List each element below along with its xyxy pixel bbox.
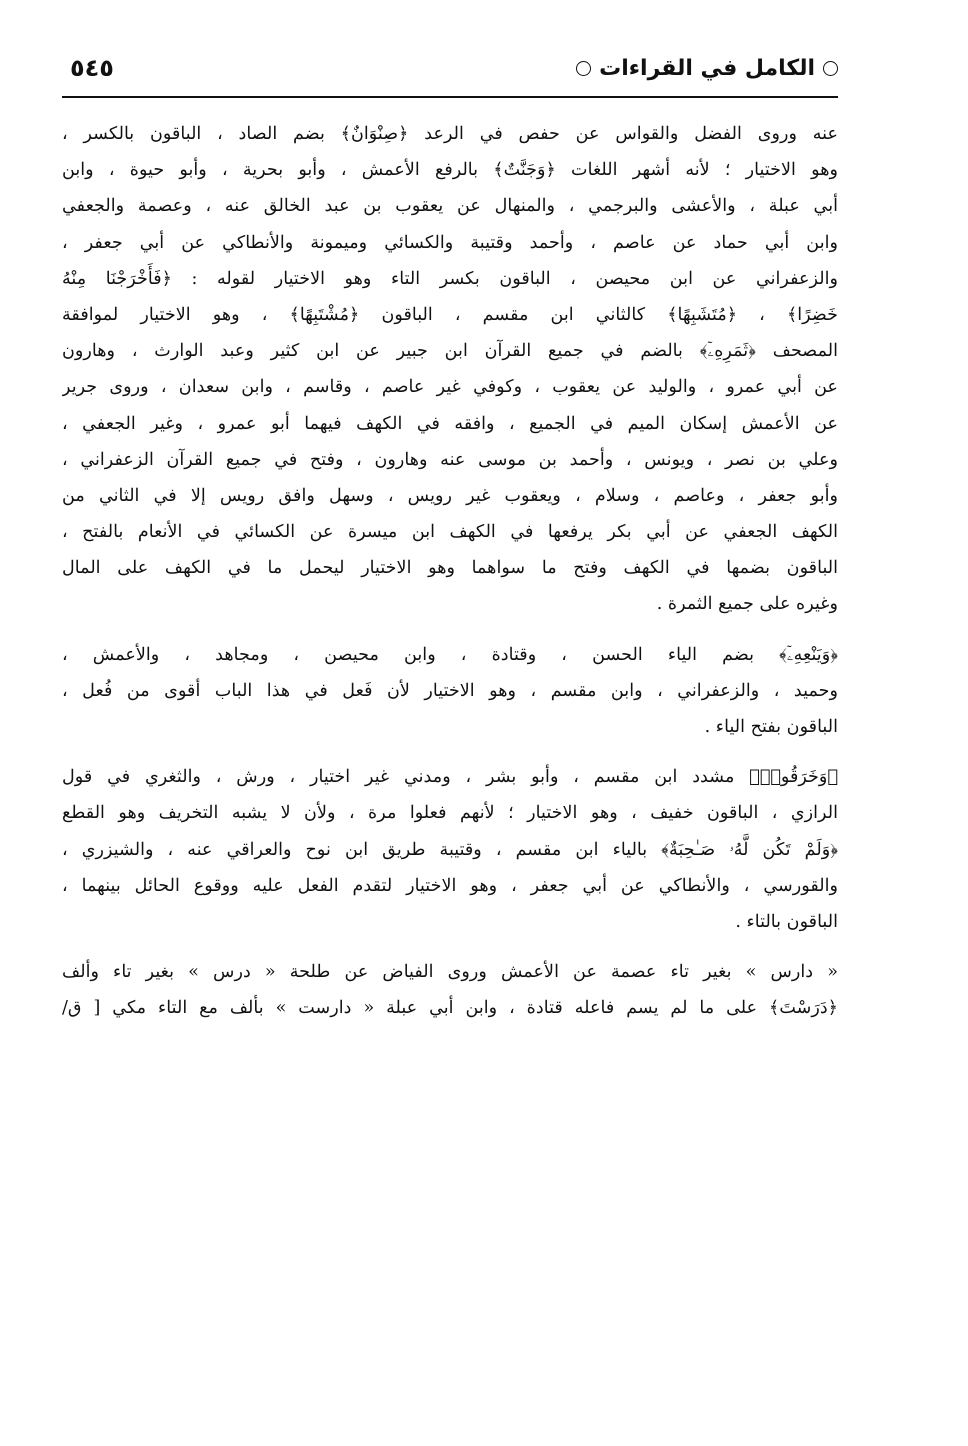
page-header: [62, 50, 838, 98]
text-line: وابن أبي حماد عن عاصم ، وأحمد وقتيبة والكسائي وميمونة والأنطاكي عن أبي جعفر ،: [62, 232, 838, 253]
text-line: عن أبي عمرو ، والوليد عن يعقوب ، وكوفي غير عاصم ، وقاسم ، وابن سعدان ، وروى جرير: [62, 377, 838, 398]
running-title: [576, 56, 838, 81]
text-line: المصحف ﴿ثَمَرِهِۦٓ﴾ بالضم في جميع القرآن ابن جبير عن ابن كثير وعبد الوارث ، وهارون: [62, 341, 838, 362]
text-line: وهو الاختيار ؛ لأنه أشهر اللغات ﴿وَجَنَّتٌ﴾ بالرفع الأعمش ، وأبو بحرية ، وأبو حيوة ، وابن: [62, 160, 838, 181]
text-line: وأبو جعفر ، وعاصم ، وسلام ، ويعقوب غير رويس ، وسهل وافق رويس إلا في الثاني من: [62, 485, 838, 506]
text-line: الباقون بفتح الياء .: [704, 717, 838, 737]
text-line: خَضِرًا﴾ ، ﴿مُتَشَبِهًا﴾ كالثاني ابن مقسم ، الباقون ﴿مُشْتَبِهًا﴾ ، وهو الاختيار لموافقة: [62, 304, 838, 325]
paragraph: [62, 637, 838, 746]
text-line: عنه وروى الفضل والقواس عن حفص في الرعد ﴿صِنْوَانٌ﴾ بضم الصاد ، الباقون بالكسر ،: [62, 124, 838, 144]
text-line: أبي عبلة ، والأعشى والبرجمي ، والمنهال عن يعقوب بن عبد الخالق عنه ، وعصمة والجعفي: [62, 196, 838, 217]
book-title: الكامل في القراءات: [599, 56, 815, 81]
text-line: الباقون بالتاء .: [735, 911, 838, 932]
paragraph: [62, 759, 838, 940]
text-line: الكهف الجعفي عن أبي بكر يرفعها في الكهف ابن ميسرة عن الكسائي في الأنعام بالفتح ،: [62, 522, 838, 543]
paragraph: [62, 116, 838, 623]
text-line: الرازي ، الباقون خفيف ، وهو الاختيار ؛ لأنهم فعلوا مرة ، ولأن لا يشبه التخريف وهو القطع: [62, 803, 838, 824]
text-line: والزعفراني عن ابن محيصن ، الباقون بكسر التاء وهو الاختيار لقوله : ﴿فَأَخْرَجْنَا مِنْهُ: [62, 268, 838, 289]
circle-ornament-icon: [823, 61, 838, 76]
text-line: وغيره على جميع الثمرة .: [656, 594, 838, 615]
page-number: ٥٤٥: [70, 54, 114, 82]
text-line: ﴿وَلَمْ تَكُن لَّهُۥ صَـٰحِبَةٌ﴾ بالياء ابن مقسم ، وقتيبة طريق ابن نوح والعراقي عنه ، والشيزري ،: [62, 839, 838, 860]
text-line: والقورسي ، والأنطاكي عن أبي جعفر ، وهو الاختيار لتقدم الفعل عليه ووقوع الحائل بينهما ،: [62, 875, 838, 896]
text-line: « دارس » بغير تاء عصمة عن الأعمش وروى الفياض عن طلحة « درس » بغير تاء وألف: [62, 962, 838, 983]
text-line: وحميد ، والزعفراني ، وابن مقسم ، وهو الاختيار لأن فَعل في هذا الباب أقوى من فُعل ،: [62, 680, 838, 701]
text-line: عن الأعمش إسكان الميم في الجميع ، وافقه في الكهف فيهما أبو عمرو ، وغير الجعفي ،: [62, 413, 838, 434]
main-text: [62, 116, 838, 1041]
text-line: ﴿وَخَرَقُوا۟﴾ مشدد ابن مقسم ، وأبو بشر ، ومدني غير اختيار ، ورش ، والثغري في قول: [62, 767, 838, 788]
text-line: الباقون بضمها في الكهف وفتح ما سواهما وهو الاختيار ليحمل ما في الكهف على المال: [62, 558, 838, 579]
circle-ornament-icon: [576, 61, 591, 76]
text-line: ﴿وَيَنْعِهِۦٓ﴾ بضم الياء الحسن ، وقتادة ، وابن محيصن ، ومجاهد ، والأعمش ،: [62, 644, 838, 665]
text-line: وعلي بن نصر ، ويونس ، وأحمد بن موسى عنه وهارون ، وفتح في جميع القرآن الزعفراني ،: [62, 449, 838, 470]
text-line: ﴿دَرَسْتَ﴾ على ما لم يسم فاعله قتادة ، وابن أبي عبلة « دارست » بألف مع التاء مكي [ ق/: [62, 998, 838, 1019]
paragraph: [62, 954, 838, 1026]
